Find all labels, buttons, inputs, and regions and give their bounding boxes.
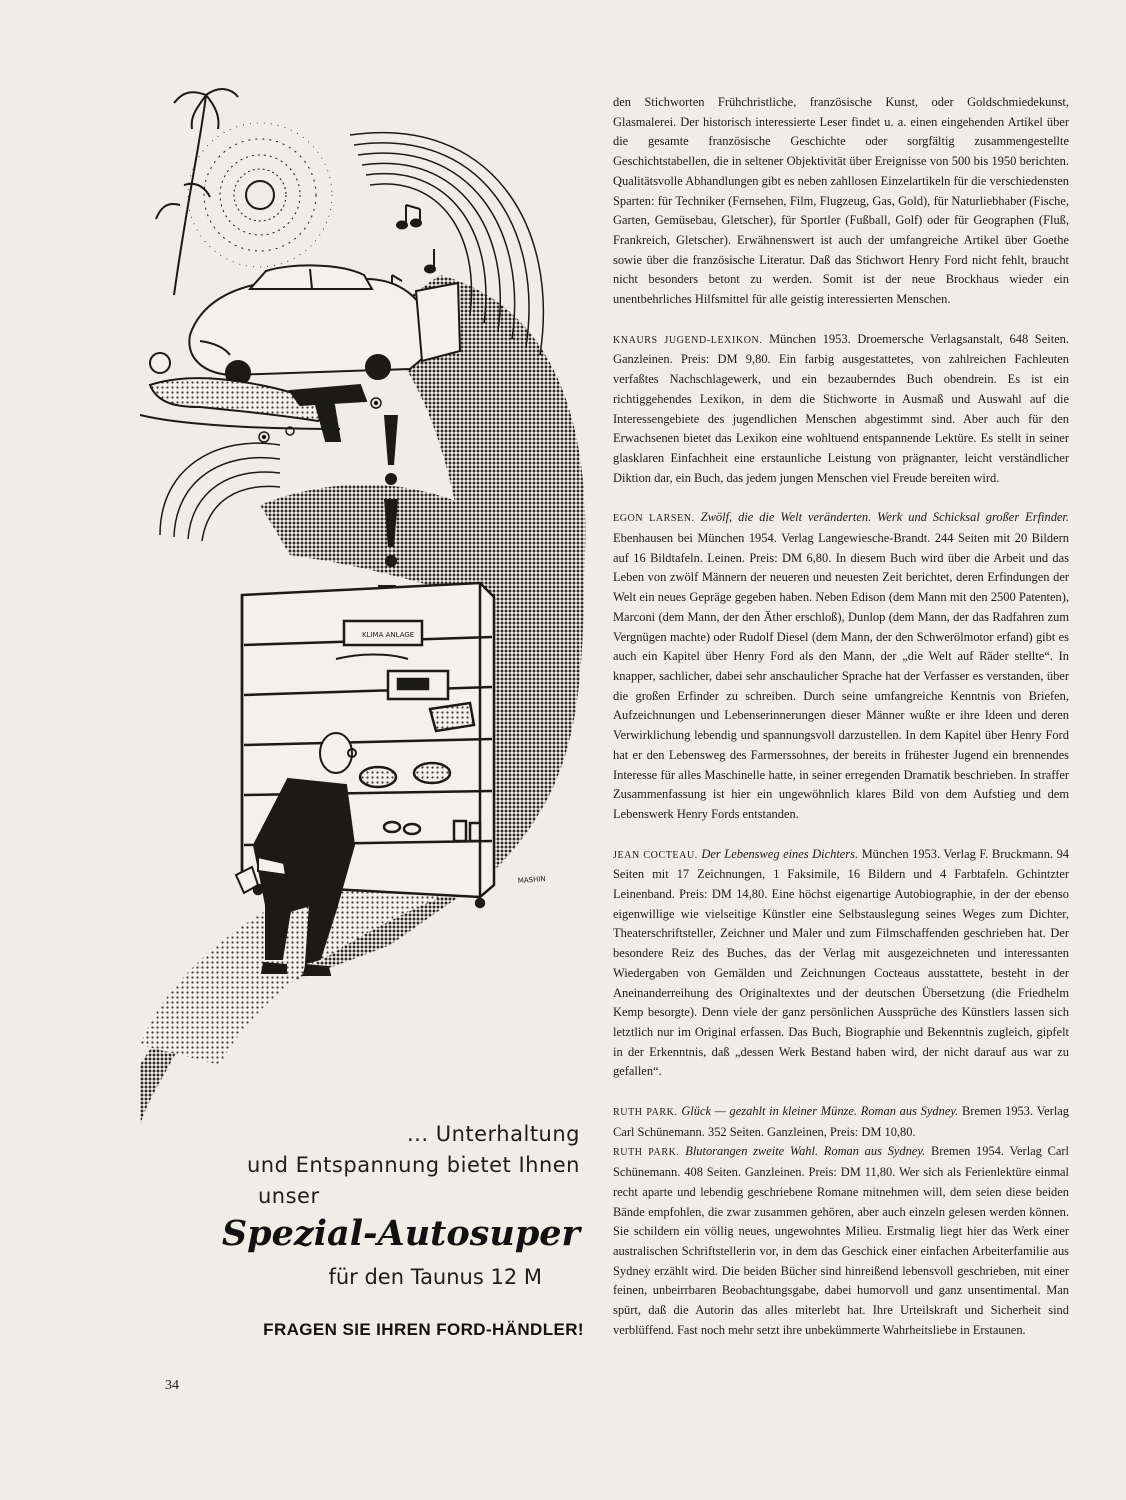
review-body: München 1953. Droemersche Verlagsanstalt, 648 Seiten. Ganzleinen. Preis: DM 9,80. Ein farbig ausgestattetes, von zahlreichen Fachleuten verfaßtes Nachschlagewerk, und ein bezauberndes Buch obendrein. Es ist ein richtiggehendes Lexikon, in dem die Stichworte in Ausmaß und Auswahl auf die Interessengebiete des jugendlichen Menschen abgestimmt sind. Aber auch für den Erwachsenen bietet das Lexikon eine wohltuend entspannende Lektüre. Es stellt in seiner glasklaren Einfachheit eine erstaunliche Leistung von prägnanter, leicht verständlicher Diktion dar, ein Buch, das jedem jungen Menschen viel Freude bereiten wird. <box>613 331 1069 485</box>
review-author: KNAURS JUGEND-LEXIKON. <box>613 334 763 346</box>
page-number: 34 <box>165 1378 179 1393</box>
shelf-tag-label: KLIMA ANLAGE <box>362 631 415 639</box>
review-body: Bremen 1954. Verlag Carl Schünemann. 408 Seiten. Ganzleinen. Preis: DM 11,80. Wer sich als Ferienlektüre einmal recht aparte und lebendig geschriebene Romane mitnehmen will, dem seien diese beiden Bände empfohlen, die zwar zusammen gehören, aber auch einzeln gelesen werden können. Sie schildern ein völlig neues, ungewohntes Milieu. Erstmalig liegt hier das Werk einer australischen Schriftstellerin vor, in dem das Geschick einer einfachen Arbeiterfamilie aus Sydney erzählt wird. Die beiden Bücher sind hinreißend lebensvoll geschrieben, mit einer feinen, unbeirrbaren Beobachtungsgabe, dabei humorvoll und ganz unsentimental. Man spürt, daß die Autorin das alles miterlebt hat. Ihre Urteilskraft und Sicherheit sind verblüffend. Fast noch mehr setzt ihre unbekümmerte Wahrheitsliebe in Erstaunen. <box>613 1144 1069 1337</box>
review-body: München 1953. Verlag F. Bruckmann. 94 Seiten mit 17 Zeichnungen, 1 Faksimile, 16 Bildern und 4 Farbtafeln. Gchintzter Leinenband. Preis: DM 14,80. Eine höchst eigenartige Autobiographie, in der der ebenso eigenwillige wie vielseitige Künstler eine Selbstauslegung seines Weges zum Dichter, Theaterschriftsteller, Zeichner und Maler und zum Filmschaffenden geschrieben hat. Der besondere Reiz des Buches, das der Verlag mit ausgezeichneten und interessanten Wiedergaben von Gemälden und Zeichnungen Cocteaus ausstattete, besteht in der Aneinanderreihung des Originaltextes und der deutschen Übersetzung (die Friedhelm Kemp besorgte). Denn viele der ganz persönlichen Aussprüche des Künstlers lassen sich letztlich nur im Original erfassen. Das Buch, Biographie und Bekenntnis zugleich, gipfelt in der Erkenntnis, daß „dessen Werk Bestand haben wird, der nicht darauf aus war zu gefallen“. <box>613 846 1070 1079</box>
ad-product-name: Spezial-Autosuper <box>221 1213 580 1254</box>
review-knaur <box>613 330 1069 489</box>
book-reviews-column <box>613 93 1069 1340</box>
ad-call-to-action: FRAGEN SIE IHREN FORD-HÄNDLER! <box>263 1320 584 1339</box>
review-title: Blutorangen zweite Wahl. Roman aus Sydney. <box>685 1144 926 1159</box>
artist-signature: MASHIN <box>517 875 546 885</box>
ad-tagline-line-1: ... Unterhaltung <box>407 1122 580 1146</box>
advertisement-illustration <box>140 85 590 1125</box>
review-author: JEAN COCTEAU. <box>613 849 698 861</box>
review-author: EGON LARSEN. <box>613 513 695 525</box>
palm-tree <box>156 89 238 295</box>
review-body: Ebenhausen bei München 1954. Verlag Langewiesche-Brandt. 244 Seiten mit 20 Bildern auf 16 Bildtafeln. Leinen. Preis: DM 6,80. In diesem Buch wird über die Arbeit und das Leben von zwölf Männern der neueren und neuesten Zeit berichtet, deren Erfindungen der Welt ein neues Gepräge gegeben haben. Neben Edison (dem Mann mit den 2500 Patenten), Marconi (dem Mann, der den Äther erschloß), Dunlop (dem Mann, der das Radfahren zum Vergnügen machte) oder Rudolf Diesel (dem Mann, der den Schwerölmotor erfand) gibt es auch ein Kapitel über Henry Ford als den Mann, der „die Welt auf Räder stellte“. In knapper, sachlicher, dabei sehr anschaulicher Sprache hat der Verfasser es verstanden, über die großen Erfinder zu schreiben. Durch seine umfangreiche Kenntnis von Briefen, Aufzeichnungen und Lebenserinnerungen dieser Männer wußte er ihre Ideen und deren Verwirklichung lebendig und spannungsvoll darzustellen. In dem Kapitel über Henry Ford hat er den Lebensweg des Farmerssohnes, der bereits in frühester Jugend ein brennendes Interesse für alles Maschinelle hatte, in seiner erregenden Dramatik beschrieben. In straffer Zusammenfassung ist hier ein ungewöhnlich klares Bild von dem Aufstieg und dem Lebenswerk Henry Fords entstanden. <box>613 531 1069 821</box>
ford-radio-advertisement <box>140 85 590 1365</box>
ad-tagline-line-3: unser <box>258 1184 320 1208</box>
review-park-2 <box>613 1142 1069 1340</box>
review-title: Glück — gezahlt in kleiner Münze. Roman aus Sydney. <box>681 1104 959 1119</box>
review-title: Zwölf, die die Welt veränderten. Werk und Schicksal großer Erfinder. <box>700 510 1070 525</box>
review-title: Der Lebensweg eines Dichters. <box>701 846 859 861</box>
review-larsen <box>613 508 1069 824</box>
ad-car-model: für den Taunus 12 M <box>328 1265 542 1289</box>
review-cocteau <box>613 845 1069 1082</box>
review-body: Bremen 1953. Verlag Carl Schünemann. 352 Seiten. Ganzleinen, Preis: DM 10,80. <box>613 1104 1070 1139</box>
review-author: RUTH PARK. <box>613 1147 680 1159</box>
review-author: RUTH PARK. <box>613 1107 678 1119</box>
ad-tagline-line-2: und Entspannung bietet Ihnen <box>246 1153 580 1177</box>
intro-paragraph: den Stichworten Frühchristliche, französische Kunst, oder Goldschmiedekunst, Glasmalerei. Der historisch interessierte Leser findet u. a. einen eingehenden Artikel über die gesamte französische Geschichte oder sorgfältig zusammengestellte Geschichtstabellen, die in seltener Objektivität über Ereignisse von 500 bis 1950 berichten. Qualitätsvolle Abhandlungen gibt es neben zahllosen Einzelartikeln für die verschiedensten Sparten: für Techniker (Fernsehen, Film, Flugzeug, Gas, Gold), für Naturliebhaber (Fische, Garten, Gemüsebau, Gletscher), für Sportler (Fußball, Golf) oder für Geographen (Fluß, Frankreich, Gletscher). Erwähnenswert ist auch der umfangreiche Artikel über Goethe sowie über die französische Literatur. Daß das Stichwort Henry Ford nicht fehlt, braucht nicht besonders betont zu werden. Somit ist der neue Brockhaus wieder ein unentbehrliches Hilfsmittel für alle geistig interessierten Menschen. <box>613 95 1069 307</box>
review-park-1 <box>613 1102 1069 1142</box>
